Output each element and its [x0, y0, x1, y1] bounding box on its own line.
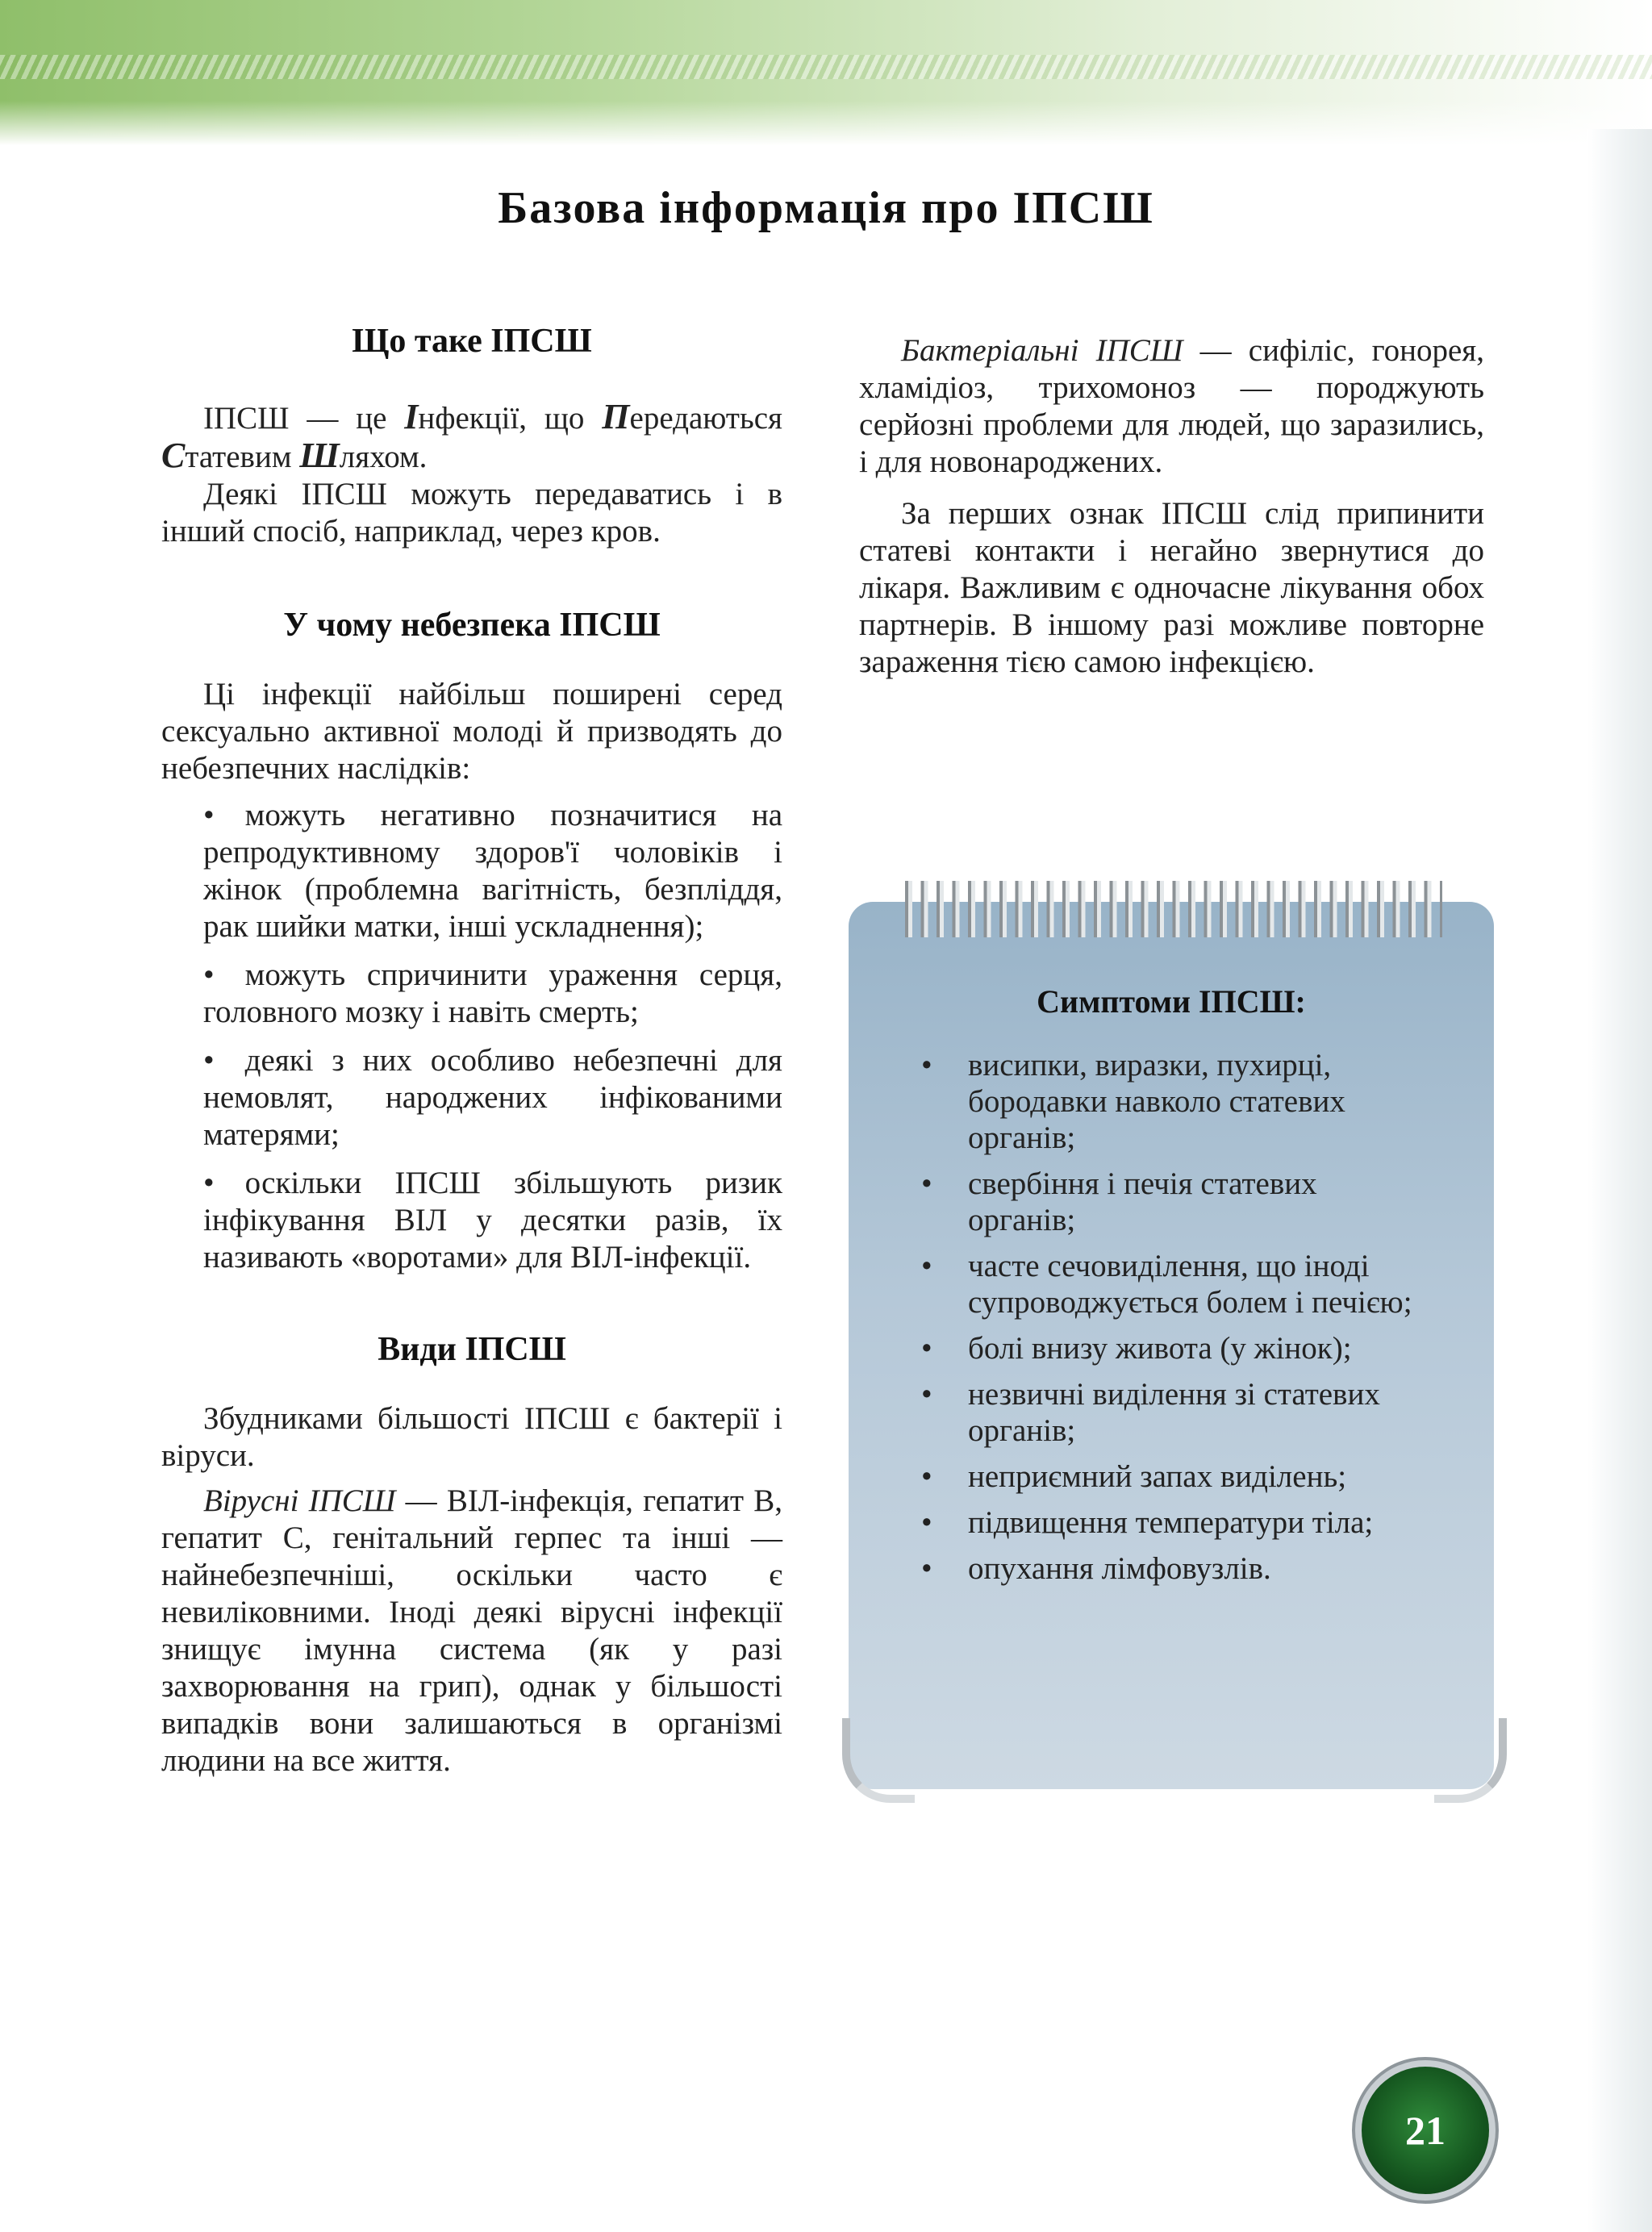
- danger-intro: Ці інфекції найбільш поширені серед сексуально активної молоді й призводять до небезпечних наслідків:: [161, 677, 782, 786]
- list-item: [921, 1504, 1429, 1541]
- symptoms-title: Симптоми ІПСШ:: [1037, 983, 1306, 1020]
- page-number-badge: 21: [1362, 2067, 1489, 2194]
- acronym-letter: С: [161, 436, 186, 475]
- list-item-text: болі внизу живота (у жінок);: [968, 1331, 1352, 1366]
- spiral-binding-icon: [902, 881, 1442, 937]
- definition-text: ляхом.: [339, 440, 428, 474]
- bullet-icon: •: [203, 1166, 215, 1200]
- bacterial-text: — сифіліс, гонорея, хламідіоз, трихомоноз — породжують серйозні проблеми для людей, що заразились, і для новонароджених.: [859, 333, 1484, 479]
- danger-list: [161, 797, 782, 1276]
- list-item: [921, 1166, 1429, 1238]
- list-item-text: часте сечовиділення, що іноді супроводжується болем і печією;: [968, 1249, 1412, 1320]
- definition-paragraph: [161, 398, 782, 476]
- list-item: [921, 1550, 1429, 1587]
- bullet-icon: •: [203, 957, 215, 992]
- types-intro: Збудниками більшості ІПСШ є бактерії і віруси.: [161, 1401, 782, 1473]
- definition-text: ІПСШ — це: [203, 401, 405, 436]
- section-heading-what: Що таке ІПСШ: [352, 323, 592, 360]
- list-item: [921, 1047, 1429, 1156]
- list-item-text: можуть негативно позначитися на репродуктивному здоров'ї чоловіків і жінок (проблемна вагітність, безпліддя, рак шийки матки, інші ускладнення);: [203, 798, 782, 944]
- bullet-icon: •: [203, 1043, 215, 1078]
- list-item: [203, 957, 782, 1031]
- definition-text: ередаються: [629, 401, 782, 436]
- list-item-text: свербіння і печія статевих органів;: [968, 1166, 1317, 1237]
- section-heading-danger: У чому небезпека ІПСШ: [283, 607, 661, 644]
- bullet-icon: •: [921, 1331, 932, 1366]
- advice-paragraph: За перших ознак ІПСШ слід припинити статеві контакти і негайно звернутися до лікаря. Важливим є одночасне лікування обох партнерів. В іншому разі можливе повторне зараження тією самою інфекцією.: [859, 496, 1484, 679]
- bullet-icon: •: [921, 1459, 932, 1494]
- list-item: [203, 1165, 782, 1276]
- list-item-text: деякі з них особливо небезпечні для немовлят, народжених інфікованими матерями;: [203, 1043, 782, 1152]
- acronym-letter: П: [602, 397, 630, 436]
- left-column: [161, 323, 782, 1779]
- bacterial-paragraph: [859, 332, 1484, 481]
- transmission-paragraph: Деякі ІПСШ можуть передаватись і в інший спосіб, наприклад, через кров.: [161, 477, 782, 549]
- bacterial-label: Бактеріальні ІПСШ: [901, 333, 1183, 368]
- header-green-band: [0, 0, 1652, 145]
- bullet-icon: •: [203, 798, 215, 832]
- bullet-icon: •: [921, 1249, 932, 1283]
- symptoms-list: [921, 1047, 1429, 1596]
- bullet-icon: •: [921, 1505, 932, 1540]
- page-curl-left-icon: [842, 1718, 915, 1803]
- list-item-text: незвичні виділення зі статевих органів;: [968, 1377, 1380, 1448]
- definition-text: татевим: [185, 440, 300, 474]
- page-curl-right-icon: [1434, 1718, 1507, 1803]
- list-item-text: опухання лімфовузлів.: [968, 1551, 1271, 1586]
- list-item: [203, 1042, 782, 1154]
- bullet-icon: •: [921, 1048, 932, 1083]
- list-item-text: можуть спричинити ураження серця, головного мозку і навіть смерть;: [203, 957, 782, 1029]
- acronym-letter: Ш: [299, 436, 340, 475]
- acronym-letter: І: [404, 397, 419, 436]
- symptoms-notepad: [849, 902, 1494, 1789]
- list-item: [921, 1248, 1429, 1320]
- bullet-icon: •: [921, 1166, 932, 1201]
- definition-text: нфекції, що: [418, 401, 603, 436]
- viral-label: Вірусні ІПСШ: [203, 1483, 396, 1518]
- viral-paragraph: [161, 1483, 782, 1779]
- bullet-icon: •: [921, 1551, 932, 1586]
- list-item-text: підвищення температури тіла;: [968, 1505, 1374, 1540]
- right-column: [859, 332, 1484, 681]
- list-item: [921, 1458, 1429, 1495]
- bullet-icon: •: [921, 1377, 932, 1412]
- viral-text: — ВІЛ-інфекція, гепатит В, гепатит С, генітальний герпес та інші — найнебезпечніші, оскільки часто є невиліковними. Іноді деякі вірусні інфекції знищує імунна система (як у разі захворювання на грип), однак у більшості випадків вони залишаються в організмі людини на все життя.: [161, 1483, 782, 1778]
- page-title: Базова інформація про ІПСШ: [498, 182, 1154, 233]
- list-item-text: неприємний запах виділень;: [968, 1459, 1347, 1494]
- right-margin-strip: [1587, 129, 1652, 2232]
- list-item: [203, 797, 782, 945]
- section-heading-types: Види ІПСШ: [378, 1331, 566, 1368]
- list-item: [921, 1376, 1429, 1449]
- list-item-text: оскільки ІПСШ збільшують ризик інфікування ВІЛ у десятки разів, їх називають «воротами» для ВІЛ-інфекції.: [203, 1166, 782, 1275]
- list-item-text: висипки, виразки, пухирці, бородавки навколо статевих органів;: [968, 1048, 1345, 1155]
- list-item: [921, 1330, 1429, 1366]
